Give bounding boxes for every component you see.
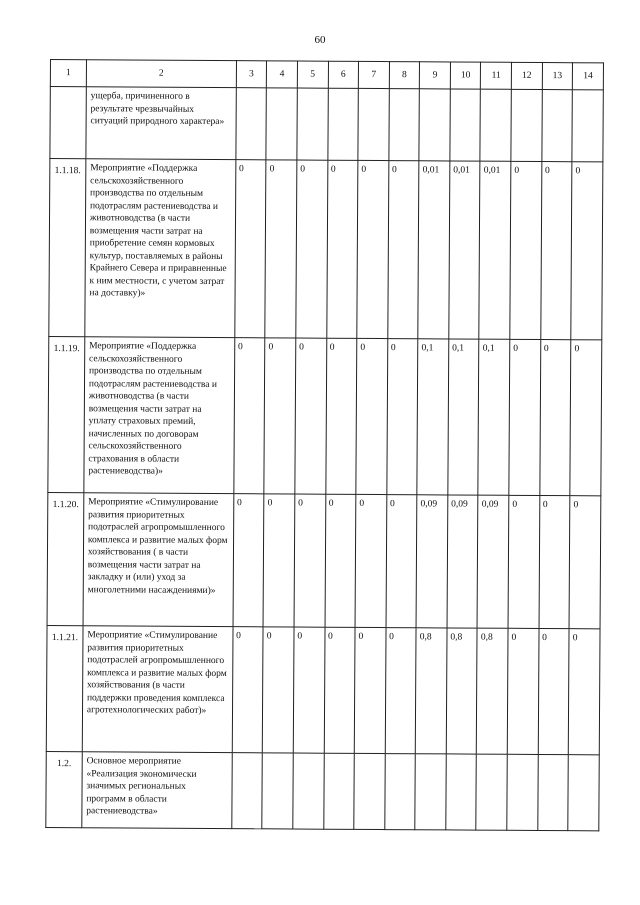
value-cell: 0 — [233, 494, 264, 627]
value-cell: 0 — [569, 496, 601, 629]
column-header: 4 — [267, 61, 298, 88]
value-cell: 0,1 — [448, 339, 480, 495]
column-header: 7 — [358, 61, 389, 88]
column-header: 5 — [297, 61, 328, 88]
value-cell — [511, 89, 542, 161]
value-cell — [507, 754, 538, 830]
value-cell: 0 — [264, 338, 296, 494]
row-number — [50, 87, 86, 159]
column-header: 14 — [573, 63, 604, 90]
row-number: 1.1.18. — [49, 159, 86, 337]
value-cell: 0,8 — [446, 628, 477, 754]
indicator-table — [45, 59, 604, 831]
value-cell — [389, 89, 420, 161]
page-number: 60 — [314, 34, 326, 46]
value-cell: 0,01 — [479, 161, 511, 339]
value-cell — [232, 753, 263, 829]
value-cell: 0 — [234, 338, 266, 494]
column-header: 10 — [450, 62, 481, 89]
value-cell: 0 — [569, 629, 601, 755]
value-cell: 0,09 — [478, 495, 509, 628]
table-row — [46, 751, 599, 830]
value-cell: 0 — [325, 338, 357, 494]
value-cell — [572, 90, 603, 162]
value-cell — [354, 753, 385, 829]
table-row — [50, 87, 603, 162]
value-cell: 0 — [538, 628, 569, 754]
column-header: 9 — [420, 62, 451, 89]
value-cell — [262, 753, 293, 829]
table-row — [46, 625, 600, 754]
table-row — [49, 159, 603, 340]
row-name: ущерба, причиненного в результате чрезвычайных ситуаций природного характера» — [86, 87, 236, 160]
value-cell — [476, 754, 507, 830]
row-number: 1.1.21. — [46, 625, 83, 751]
row-name: Основное мероприятие «Реализация экономически значимых региональных программ в области растениеводства» — [82, 752, 232, 829]
value-cell: 0 — [510, 161, 542, 339]
value-cell: 0 — [263, 494, 294, 627]
column-header: 3 — [236, 61, 267, 88]
value-cell: 0,01 — [418, 161, 450, 339]
value-cell: 0 — [356, 338, 388, 494]
value-cell: 0 — [357, 160, 389, 338]
column-header: 8 — [389, 62, 420, 89]
value-cell: 0 — [539, 340, 571, 496]
value-cell — [327, 88, 358, 160]
value-cell: 0 — [232, 627, 263, 753]
value-cell — [266, 88, 297, 160]
value-cell — [446, 754, 477, 830]
row-name: Мероприятие «Стимулирование развития приоритетных подотраслей агропромышленного комплекса и развитие малых форм хозяйствования (в части поддержки проведения комплекса агротехнологических работ)» — [82, 626, 233, 753]
value-cell — [450, 89, 481, 161]
column-header: 11 — [481, 62, 512, 89]
value-cell: 0,09 — [416, 495, 447, 628]
row-number: 1.2. — [46, 751, 82, 827]
value-cell: 0 — [354, 627, 385, 753]
row-name: Мероприятие «Поддержка сельскохозяйственного производства по отдельным подотраслям растениеводства и животноводства (в части возмещения части затрат на уплату страховых премий, начисленных по договорам сельскохозяйственного страхования в области растениеводства)» — [84, 337, 235, 494]
value-cell — [419, 89, 450, 161]
value-cell: 0 — [265, 160, 297, 338]
value-cell: 0 — [387, 161, 419, 339]
value-cell — [415, 754, 446, 830]
value-cell: 0 — [385, 628, 416, 754]
value-cell: 0 — [355, 494, 386, 627]
value-cell: 0,01 — [449, 161, 481, 339]
row-name: Мероприятие «Стимулирование развития приоритетных подотраслей агропромышленного комплекса и развитие малых форм хозяйствования ( в части возмещения части затрат на закладку и (или) уход за многолетними насаждениями)» — [83, 493, 234, 627]
value-cell: 0,1 — [417, 339, 449, 495]
row-number: 1.1.19. — [48, 336, 85, 492]
value-cell: 0 — [386, 495, 417, 628]
column-header: 12 — [511, 62, 542, 89]
value-cell — [537, 754, 568, 830]
value-cell — [293, 753, 324, 829]
value-cell: 0 — [570, 340, 602, 496]
row-name: Мероприятие «Поддержка сельскохозяйственного производства по отдельным подотраслям растениеводства и животноводства (в части возмещения части затрат на приобретение семян кормовых культур, поставляемых в районы Крайнего Севера и приравненные к ним местности, с учетом затрат на доставку)» — [85, 159, 236, 338]
value-cell: 0 — [509, 339, 541, 495]
value-cell: 0 — [293, 627, 324, 753]
value-cell: 0 — [295, 338, 327, 494]
value-cell: 0 — [540, 162, 572, 340]
column-header: 1 — [50, 60, 86, 87]
table-row — [47, 492, 601, 628]
column-header: 13 — [542, 63, 573, 90]
value-cell: 0 — [325, 494, 356, 627]
table-row — [48, 336, 602, 495]
value-cell: 0 — [507, 628, 538, 754]
value-cell: 0,09 — [447, 495, 478, 628]
value-cell: 0 — [296, 160, 328, 338]
header-row — [50, 60, 603, 90]
value-cell — [568, 755, 599, 831]
value-cell: 0 — [263, 627, 294, 753]
value-cell — [542, 90, 573, 162]
value-cell: 0 — [324, 627, 355, 753]
value-cell: 0,1 — [478, 339, 510, 495]
value-cell — [236, 88, 267, 160]
value-cell: 0 — [508, 495, 539, 628]
value-cell: 0 — [326, 160, 358, 338]
value-cell — [384, 754, 415, 830]
row-number: 1.1.20. — [47, 492, 84, 625]
value-cell: 0 — [294, 494, 325, 627]
value-cell — [358, 88, 389, 160]
table-wrapper — [45, 59, 604, 831]
value-cell: 0,8 — [416, 628, 447, 754]
value-cell — [297, 88, 328, 160]
value-cell: 0 — [235, 160, 267, 338]
value-cell — [480, 89, 511, 161]
value-cell: 0 — [539, 495, 570, 628]
value-cell: 0 — [387, 339, 419, 495]
value-cell — [323, 753, 354, 829]
column-header: 2 — [86, 60, 236, 88]
value-cell: 0 — [571, 162, 603, 340]
column-header: 6 — [328, 61, 359, 88]
value-cell: 0,8 — [477, 628, 508, 754]
